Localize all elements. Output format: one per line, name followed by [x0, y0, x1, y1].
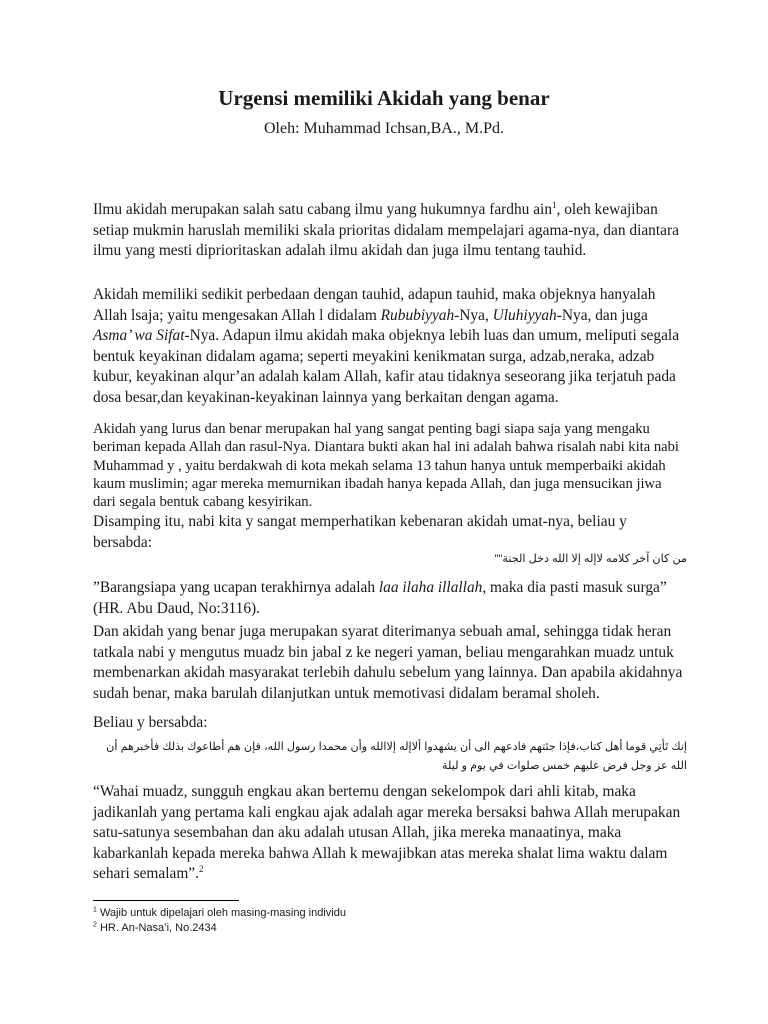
footnote-2-text: HR. An-Nasa’i, No.2434	[99, 922, 217, 934]
arabic-hadith-2: إنك تَأتِي قوما أهل كتاب،فإذا جئتهم فادعهم الى أن يشهدوا ألاإله إلاالله وأن محمدا رسول الله، فإن هم أطاعوك بذلك فأخبرهم أن الله عز وجل فرض عليهم خمس صلوات في يوم و ليلة	[106, 741, 687, 772]
paragraph-1	[93, 200, 683, 262]
paragraph-5	[93, 578, 683, 619]
footnote-ref-1[interactable]: 1	[552, 199, 557, 210]
term-rububiyyah: Rububiyyah	[380, 306, 455, 324]
paragraph-2-text-d: -Nya. Adapun ilmu akidah maka objeknya lebih luas dan umum, meliputi segala bentuk keyakinan didalam agama; seperti meyakini kenikmatan surga, adzab,neraka, adzab kubur, keyakinan alqur’an adalah kalam Allah, kafir atau tidaknya seseorang jika terjatuh pada dosa besar,dan keyakinan-keyakinan lainnya yang berkaitan dengan agama.	[93, 327, 680, 406]
footnote-2-number: 2	[93, 921, 97, 929]
arabic-hadith-1: من كان آخر كلامه لاإله إلا الله دخل الجنة""	[494, 553, 687, 565]
paragraph-1-text: Ilmu akidah merupakan salah satu cabang ilmu yang hukumnya fardhu ain	[93, 201, 553, 218]
paragraph-5-text-b: , maka dia pasti masuk surga” (HR. Abu Daud, No:3116).	[93, 579, 667, 617]
document-title: Urgensi memiliki Akidah yang benar	[218, 86, 550, 110]
footnote-separator	[93, 900, 239, 901]
paragraph-4: Disamping itu, nabi kita y sangat memperhatikan kebenaran akidah umat-nya, beliau y bersabda:	[93, 513, 627, 551]
author-line: Oleh: Muhammad Ichsan,BA., M.Pd.	[264, 120, 504, 137]
paragraph-2	[93, 285, 683, 408]
paragraph-8-text: “Wahai muadz, sungguh engkau akan bertemu dengan sekelompok dari ahli kitab, maka jadikanlah yang pertama kali engkau ajak adalah agar mereka bersaksi bahwa Allah merupakan satu-satunya sesembahan dan aku adalah utusan Allah, jika mereka manaatinya, maka kabarkanlah kepada mereka bahwa Allah k mewajibkan atas mereka shalat lima waktu dalam sehari semalam”.	[93, 783, 681, 882]
term-uluhiyyah: Uluhiyyah	[492, 306, 557, 324]
paragraph-2-text-a: Akidah memiliki sedikit perbedaan dengan tauhid, adapun tauhid, maka objeknya hanyalah Allah lsaja; yaitu mengesakan Allah l didalam	[93, 286, 656, 324]
paragraph-2-text-c: -Nya, dan juga	[556, 306, 648, 324]
paragraph-6: Dan akidah yang benar juga merupakan syarat diterimanya sebuah amal, sehingga tidak heran tatkala nabi y mengutus muadz bin jabal z ke negeri yaman, beliau mengarahkan muadz untuk membenarkan akidah masyarakat terlebih dahulu sebelum yang lainnya. Dan apabila akidahnya sudah benar, maka barulah dilanjutkan untuk memotivasi didalam beramal sholeh.	[93, 623, 683, 702]
term-laa-ilaha-illallah: laa ilaha illallah	[378, 579, 483, 596]
paragraph-5-text-a: ”Barangsiapa yang ucapan terakhirnya adalah	[93, 579, 379, 596]
paragraph-8	[93, 782, 683, 885]
footnote-1	[93, 906, 593, 921]
footnote-1-text: Wajib untuk dipelajari oleh masing-masing individu	[99, 907, 346, 919]
term-asma-wa-sifat: Asma’ wa Sifat	[93, 327, 185, 344]
footnote-1-number: 1	[93, 906, 97, 914]
paragraph-2-text-b: -Nya,	[454, 306, 493, 324]
paragraph-7: Beliau y bersabda:	[93, 714, 208, 731]
footnote-2	[93, 921, 593, 936]
paragraph-3: Akidah yang lurus dan benar merupakan hal yang sangat penting bagi siapa saja yang mengaku beriman kepada Allah dan rasul-Nya. Diantara bukti akan hal ini adalah bahwa risalah nabi kita nabi Muhammad y , yaitu berdakwah di kota mekah selama 13 tahun hanya untuk memperbaiki akidah kaum muslimin; agar mereka memurnikan ibadah hanya kepada Allah, dan juga mensucikan jiwa dari segala bentuk cabang kesyirikan.	[93, 421, 679, 511]
footnote-ref-2[interactable]: 2	[198, 863, 204, 874]
paragraph-1-text-cont: , oleh kewajiban setiap mukmin haruslah memiliki skala prioritas didalam mempelajari agama-nya, dan diantara ilmu yang mesti diprioritaskan adalah ilmu akidah dan juga ilmu tentang tauhid.	[93, 201, 679, 259]
